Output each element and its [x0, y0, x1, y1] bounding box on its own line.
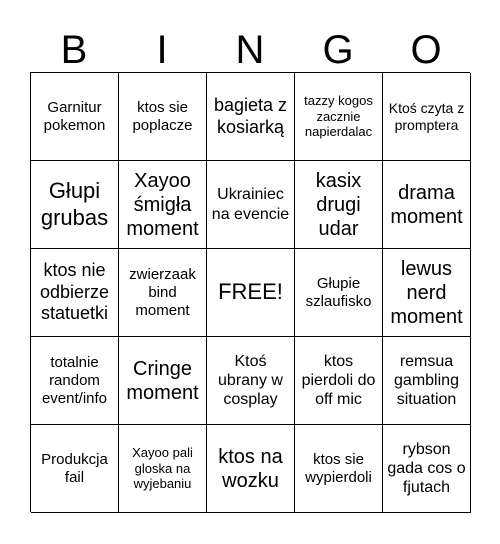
- bingo-cell[interactable]: [383, 73, 471, 161]
- cell-text: Głupi grubas: [40, 178, 109, 230]
- bingo-cell[interactable]: [207, 73, 295, 161]
- cell-text: ktos sie wypierdoli: [305, 450, 372, 486]
- cell-text: kasix drugi udar: [315, 169, 362, 240]
- bingo-cell[interactable]: [383, 337, 471, 425]
- bingo-cell[interactable]: [207, 249, 295, 337]
- bingo-cell[interactable]: [31, 249, 119, 337]
- bingo-cell[interactable]: [31, 161, 119, 249]
- bingo-cell[interactable]: [207, 161, 295, 249]
- cell-text: Xayoo pali gloska na wyjebaniu: [132, 445, 193, 492]
- cell-text: lewus nerd moment: [390, 257, 463, 328]
- cell-text: Ktoś czyta z promptera: [388, 99, 465, 133]
- cell-text: ktos na wozku: [218, 445, 283, 492]
- bingo-cell[interactable]: [295, 73, 383, 161]
- cell-text: remsua gambling situation: [394, 352, 459, 409]
- bingo-cell[interactable]: [31, 425, 119, 513]
- cell-text: Xayoo śmigła moment: [126, 169, 199, 240]
- cell-text: Garnitur pokemon: [43, 98, 106, 134]
- cell-text: ktos nie odbierze statuetki: [39, 260, 110, 324]
- cell-text: ktos pierdoli do off mic: [301, 352, 376, 409]
- bingo-cell[interactable]: [295, 425, 383, 513]
- bingo-header: [30, 28, 470, 72]
- bingo-cell[interactable]: [119, 425, 207, 513]
- bingo-cell[interactable]: [383, 249, 471, 337]
- bingo-cell[interactable]: [119, 249, 207, 337]
- cell-text: tazzy kogos zacznie napierdalac: [304, 93, 373, 140]
- bingo-cell[interactable]: [295, 249, 383, 337]
- cell-text: Ukrainiec na evencie: [211, 186, 290, 223]
- cell-text: Produkcja fail: [41, 450, 108, 486]
- cell-text: zwierzaak bind moment: [129, 265, 196, 319]
- bingo-cell[interactable]: [207, 425, 295, 513]
- cell-text: rybson gada cos o fjutach: [387, 440, 466, 497]
- cell-text: drama moment: [390, 181, 463, 228]
- cell-text: Ktoś ubrany w cosplay: [218, 352, 283, 409]
- bingo-cell[interactable]: [295, 337, 383, 425]
- cell-text: bagieta z kosiarką: [213, 94, 288, 137]
- bingo-cell[interactable]: [31, 73, 119, 161]
- header-letter-i: I: [156, 28, 168, 72]
- bingo-cell[interactable]: [119, 337, 207, 425]
- bingo-cell[interactable]: [295, 161, 383, 249]
- bingo-board: [30, 72, 470, 512]
- bingo-cell[interactable]: [207, 337, 295, 425]
- header-letter-g: G: [322, 28, 354, 72]
- cell-text: totalnie random event/info: [41, 353, 108, 407]
- cell-text: Cringe moment: [126, 357, 199, 404]
- header-letter-n: N: [235, 28, 265, 72]
- header-letter-b: B: [60, 28, 88, 72]
- cell-text: Głupie szlaufisko: [305, 274, 372, 310]
- bingo-cell[interactable]: [383, 425, 471, 513]
- header-letter-o: O: [410, 28, 442, 72]
- free-space: FREE!: [218, 279, 283, 305]
- bingo-cell[interactable]: [31, 337, 119, 425]
- bingo-cell[interactable]: [119, 161, 207, 249]
- bingo-cell[interactable]: [119, 73, 207, 161]
- cell-text: ktos sie poplacze: [132, 98, 193, 134]
- bingo-cell[interactable]: [383, 161, 471, 249]
